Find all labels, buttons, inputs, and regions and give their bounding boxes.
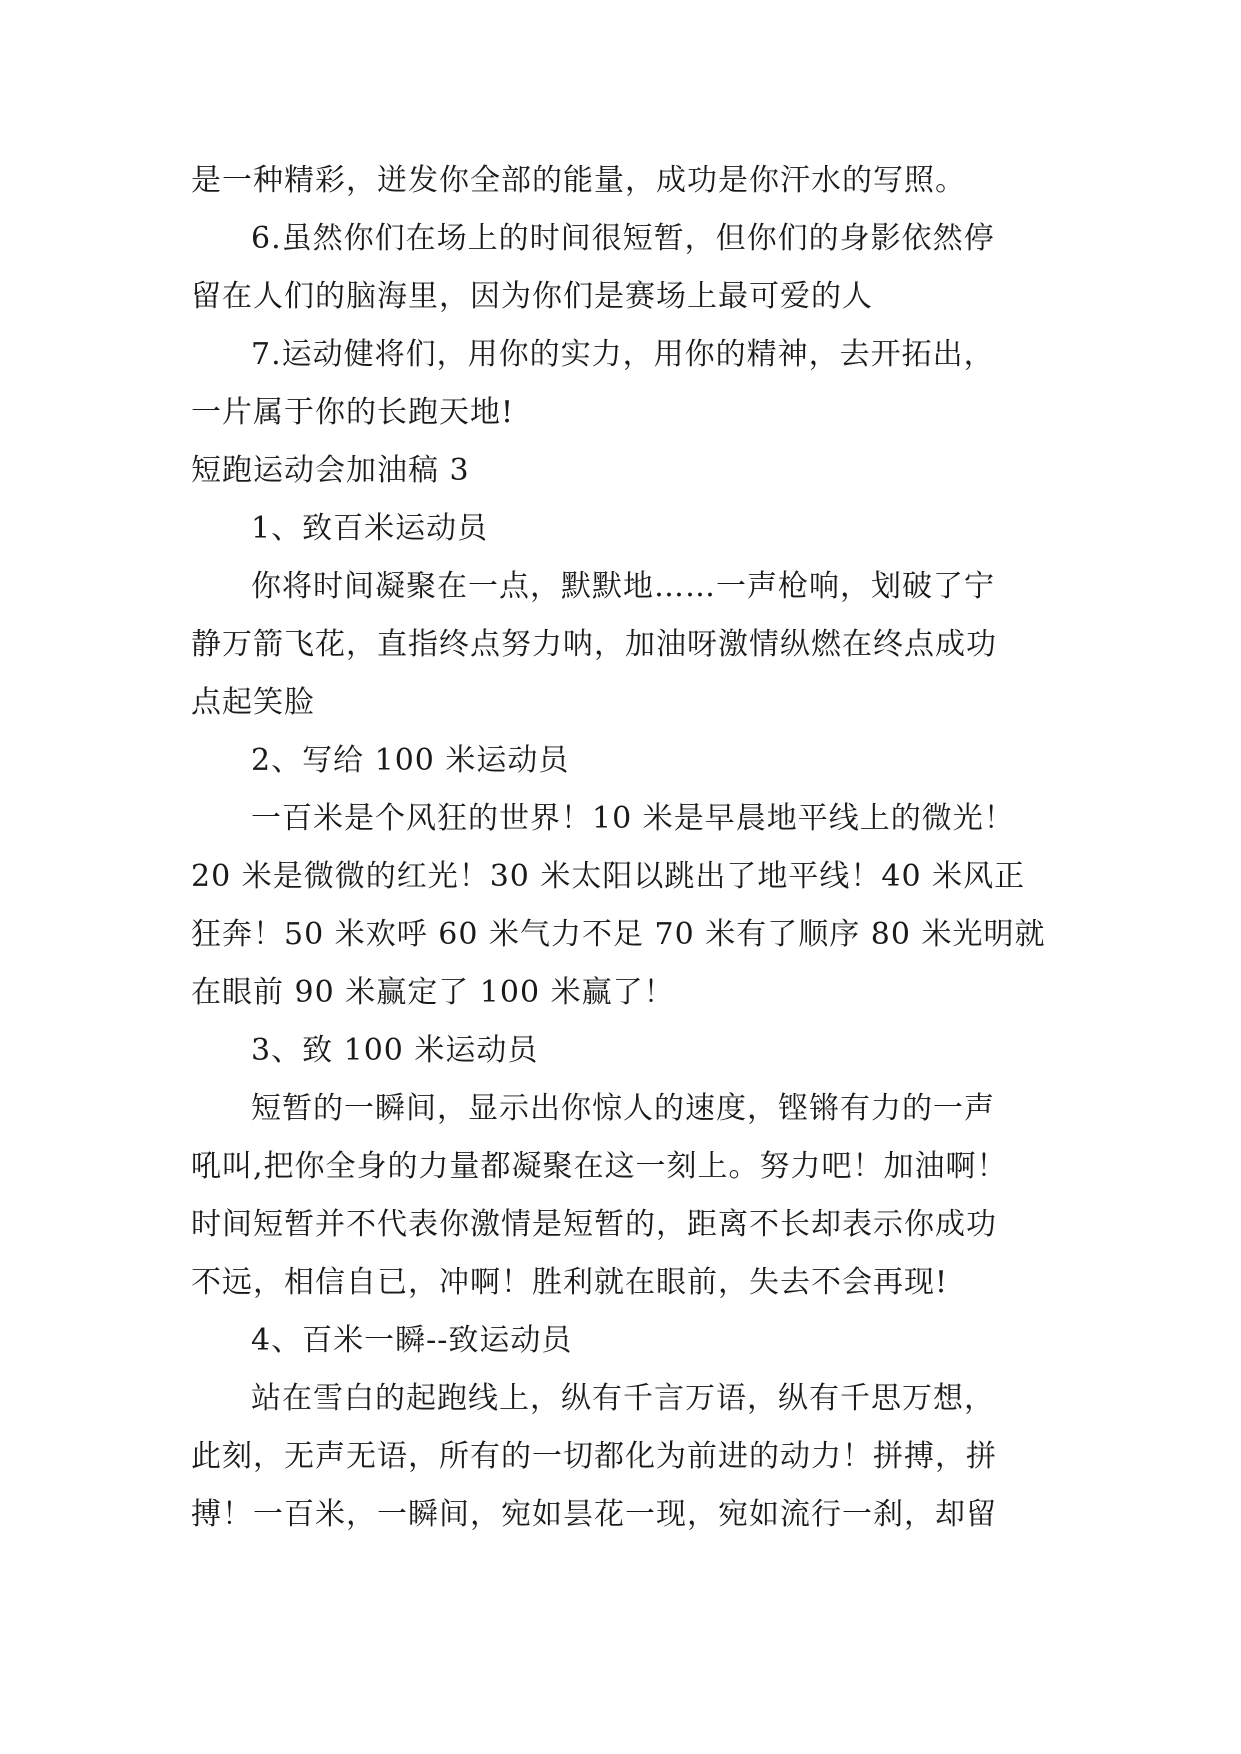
section-heading: 短跑运动会加油稿 3: [191, 453, 470, 488]
paragraph-line: 你将时间凝聚在一点，默默地……一声枪响，划破了宁: [251, 569, 995, 604]
paragraph-line: 吼叫,把你全身的力量都凝聚在这一刻上。努力吧！加油啊！: [191, 1149, 1008, 1184]
paragraph-line: 20 米是微微的红光！30 米太阳以跳出了地平线！40 米风正: [191, 859, 1026, 894]
paragraph-line: 狂奔！50 米欢呼 60 米气力不足 70 米有了顺序 80 米光明就: [191, 917, 1046, 952]
subsection-heading: 1、致百米运动员: [251, 511, 489, 546]
paragraph-line: 点起笑脸: [191, 685, 315, 720]
paragraph-line: 静万箭飞花，直指终点努力呐，加油呀激情纵燃在终点成功: [191, 627, 997, 662]
subsection-heading: 3、致 100 米运动员: [251, 1033, 539, 1068]
paragraph-line: 一片属于你的长跑天地!: [191, 395, 515, 430]
subsection-heading: 2、写给 100 米运动员: [251, 743, 570, 778]
paragraph-line: 搏！一百米，一瞬间，宛如昙花一现，宛如流行一刹，却留: [191, 1497, 997, 1532]
paragraph-line: 留在人们的脑海里，因为你们是赛场上最可爱的人: [191, 279, 873, 314]
paragraph-line: 站在雪白的起跑线上，纵有千言万语，纵有千思万想，: [251, 1381, 995, 1416]
paragraph-line: 不远，相信自已，冲啊！胜利就在眼前，失去不会再现!: [191, 1265, 949, 1300]
paragraph-line: 是一种精彩，迸发你全部的能量，成功是你汗水的写照。: [191, 163, 966, 198]
paragraph-line: 短暂的一瞬间，显示出你惊人的速度，铿锵有力的一声: [251, 1091, 995, 1126]
paragraph-line: 6.虽然你们在场上的时间很短暂，但你们的身影依然停: [251, 221, 995, 256]
paragraph-line: 7.运动健将们，用你的实力，用你的精神，去开拓出，: [251, 337, 995, 372]
document-body: [191, 152, 1071, 1544]
subsection-heading: 4、百米一瞬--致运动员: [251, 1323, 573, 1358]
paragraph-line: 此刻，无声无语，所有的一切都化为前进的动力！拼搏，拼: [191, 1439, 997, 1474]
paragraph-line: 在眼前 90 米赢定了 100 米赢了！: [191, 975, 675, 1010]
paragraph-line: 时间短暂并不代表你激情是短暂的，距离不长却表示你成功: [191, 1207, 997, 1242]
paragraph-line: 一百米是个风狂的世界！10 米是早晨地平线上的微光！: [251, 801, 1015, 836]
